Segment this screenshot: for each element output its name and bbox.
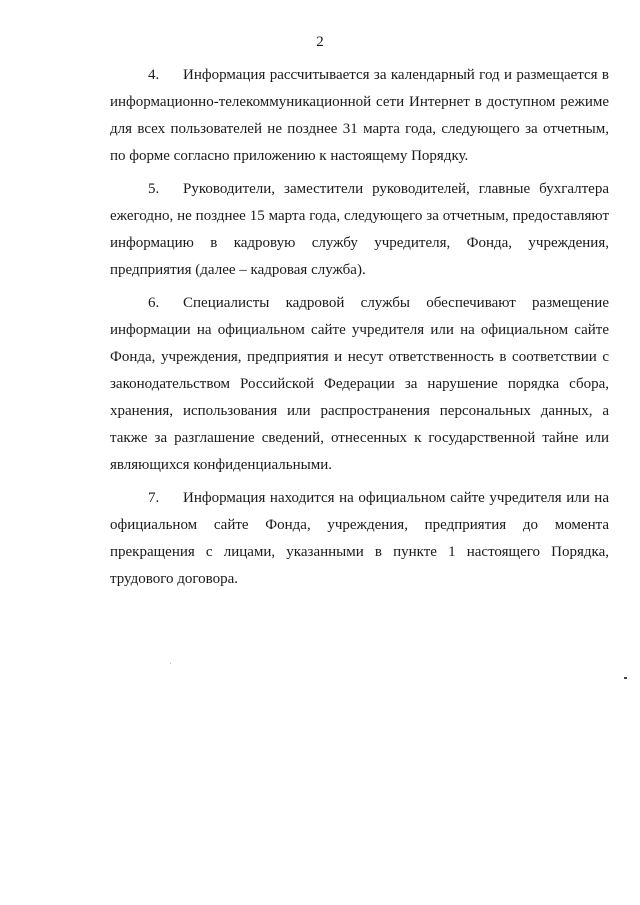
paragraph-text: Руководители, заместители руководителей, главные бухгалтера ежегодно, не позднее 15 марта года, следующего за отчетным, предоставляют информацию в кадровую службу учредителя, Фонда, учреждения, предприятия (далее – кадровая служба). xyxy=(110,181,609,278)
paragraph-number: 4. xyxy=(148,67,160,83)
paragraph-6 xyxy=(110,290,609,479)
document-body xyxy=(110,62,609,599)
scan-speck xyxy=(170,663,171,664)
paragraph-5 xyxy=(110,176,609,284)
paragraph-4 xyxy=(110,62,609,170)
scan-speck xyxy=(624,677,627,679)
paragraph-text: Специалисты кадровой службы обеспечивают размещение информации на официальном сайте учредителя или на официальном сайте Фонда, учреждения, предприятия и несут ответственность в соответствии с законодательством Российской Федерации за нарушение порядка сбора, хранения, использования или распространения персональных данных, а также за разглашение сведений, отнесенных к государственной тайне или являющихся конфиденциальными. xyxy=(110,295,609,473)
paragraph-number: 7. xyxy=(148,490,160,506)
paragraph-text: Информация рассчитывается за календарный год и размещается в информационно-телекоммуникационной сети Интернет в доступном режиме для всех пользователей не позднее 31 марта года, следующего за отчетным, по форме согласно приложению к настоящему Порядку. xyxy=(110,67,609,164)
paragraph-7 xyxy=(110,485,609,593)
paragraph-text: Информация находится на официальном сайте учредителя или на официальном сайте Фонда, учреждения, предприятия до момента прекращения с лицами, указанными в пункте 1 настоящего Порядка, трудового договора. xyxy=(110,490,609,587)
paragraph-number: 6. xyxy=(148,295,160,311)
paragraph-number: 5. xyxy=(148,181,160,197)
page-number: 2 xyxy=(316,34,324,50)
